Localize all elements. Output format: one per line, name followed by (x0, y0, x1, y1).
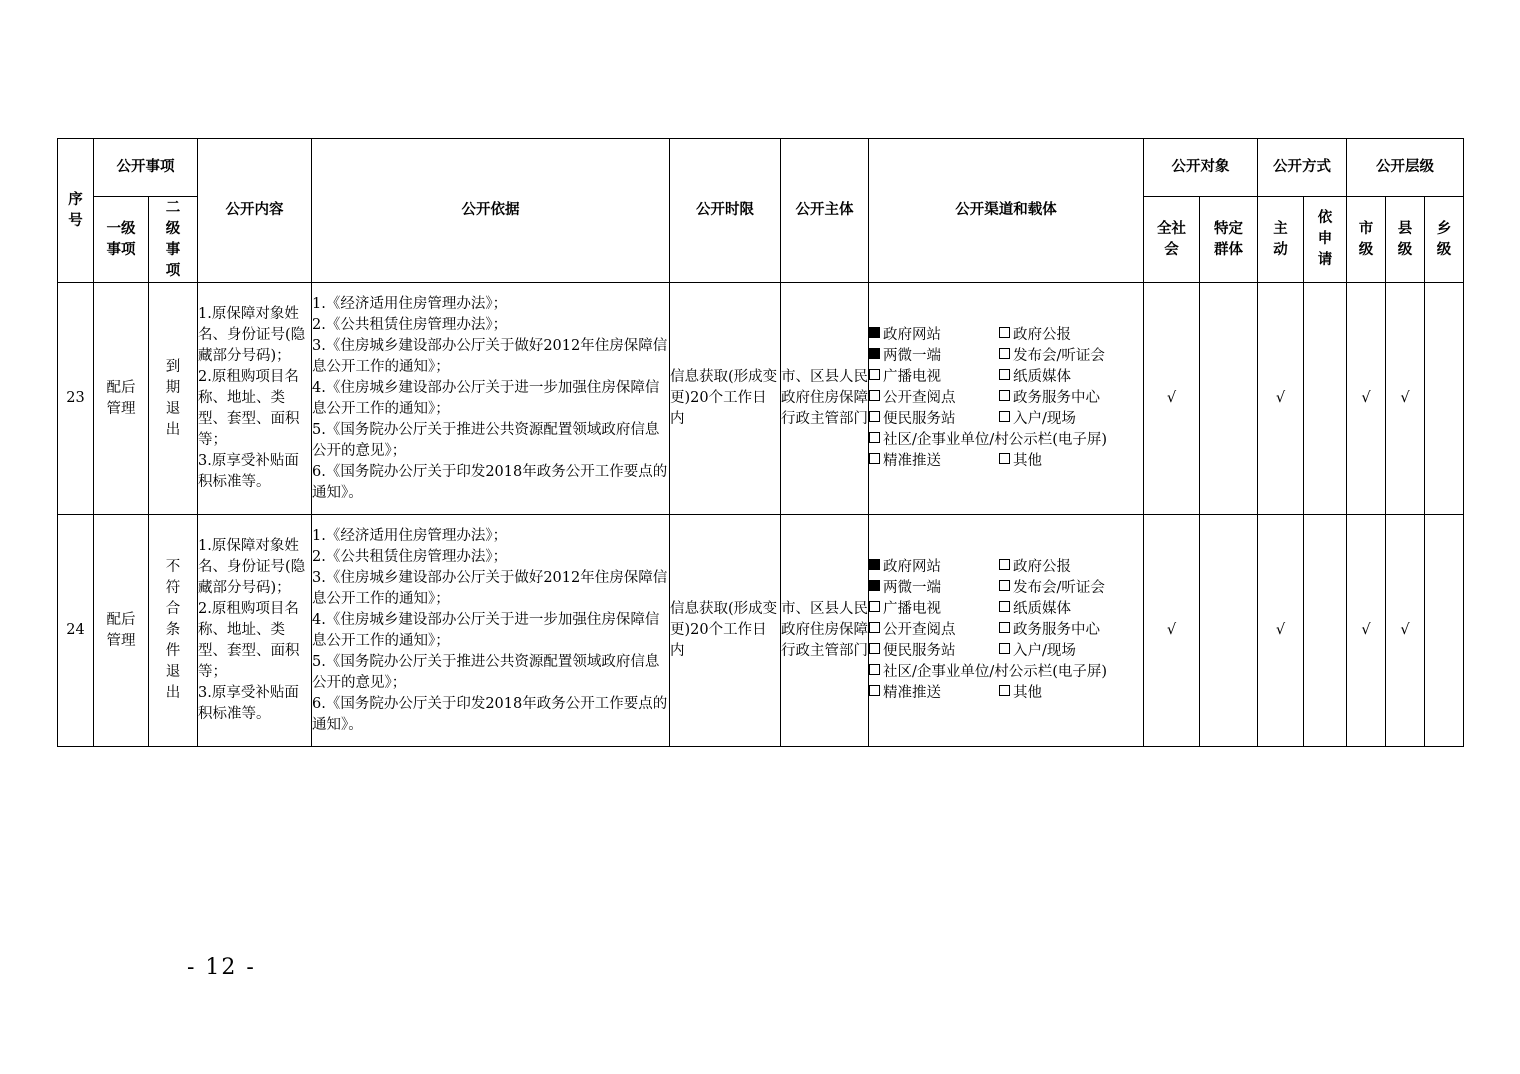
header-basis: 公开依据 (312, 139, 670, 283)
row-target-specific (1200, 515, 1258, 747)
checkbox-empty-icon (999, 369, 1010, 380)
row-target-all: √ (1144, 283, 1200, 515)
header-level2: 二级事项 (149, 197, 198, 283)
row-level1: 配后管理 (94, 515, 149, 747)
channel-precise: 精准推送 (869, 683, 999, 704)
header-method-apply: 依申请 (1304, 197, 1347, 283)
header-target-specific: 特定群体 (1200, 197, 1258, 283)
header-row-1 (58, 139, 1464, 197)
checkbox-empty-icon (869, 411, 880, 422)
checkbox-empty-icon (869, 432, 880, 443)
checkbox-empty-icon (999, 685, 1010, 696)
row-content: 1.原保障对象姓名、身份证号(隐藏部分号码)； 2.原租购项目名称、地址、类型、套型、面积等； 3.原享受补贴面积标准等。 (198, 283, 312, 515)
header-level1: 一级事项 (94, 197, 149, 283)
checkbox-empty-icon (999, 348, 1010, 359)
channel-two-micro: 两微一端 (869, 346, 999, 367)
row-level-town (1425, 283, 1464, 515)
checkbox-empty-icon (999, 643, 1010, 654)
checkbox-empty-icon (869, 622, 880, 633)
row-method-active: √ (1258, 515, 1304, 747)
header-method-active: 主动 (1258, 197, 1304, 283)
checkbox-empty-icon (869, 601, 880, 612)
row-time-limit: 信息获取(形成变更)20个工作日内 (670, 515, 781, 747)
checkbox-empty-icon (869, 369, 880, 380)
row-method-active: √ (1258, 283, 1304, 515)
row-level2: 到期退出 (149, 283, 198, 515)
checkbox-checked-icon (869, 559, 880, 570)
row-target-specific (1200, 283, 1258, 515)
channel-other: 其他 (999, 451, 1129, 472)
channel-gov-site: 政府网站 (869, 557, 999, 578)
header-target-all: 全社会 (1144, 197, 1200, 283)
row-method-apply (1304, 283, 1347, 515)
header-level-county: 县级 (1386, 197, 1425, 283)
channel-gov-gazette: 政府公报 (999, 325, 1129, 346)
row-subject: 市、区县人民政府住房保障行政主管部门 (781, 283, 869, 515)
row-level1: 配后管理 (94, 283, 149, 515)
row-time-limit: 信息获取(形成变更)20个工作日内 (670, 283, 781, 515)
channel-press: 发布会/听证会 (999, 346, 1129, 367)
header-target: 公开对象 (1144, 139, 1258, 197)
disclosure-table (57, 138, 1464, 747)
checkbox-empty-icon (869, 643, 880, 654)
channel-two-micro: 两微一端 (869, 578, 999, 599)
channel-paper: 纸质媒体 (999, 367, 1129, 388)
row-level-town (1425, 515, 1464, 747)
checkbox-empty-icon (869, 453, 880, 464)
table-row (58, 515, 1464, 747)
header-seq: 序号 (58, 139, 94, 283)
checkbox-checked-icon (869, 580, 880, 591)
channel-door: 入户/现场 (999, 641, 1129, 662)
row-content: 1.原保障对象姓名、身份证号(隐藏部分号码)； 2.原租购项目名称、地址、类型、套型、面积等； 3.原享受补贴面积标准等。 (198, 515, 312, 747)
row-channels (869, 515, 1144, 747)
channel-paper: 纸质媒体 (999, 599, 1129, 620)
channel-other: 其他 (999, 683, 1129, 704)
header-level-town: 乡级 (1425, 197, 1464, 283)
table-row (58, 283, 1464, 515)
row-subject: 市、区县人民政府住房保障行政主管部门 (781, 515, 869, 747)
channel-community: 社区/企事业单位/村公示栏(电子屏) (869, 662, 1129, 683)
header-content: 公开内容 (198, 139, 312, 283)
row-level-city: √ (1347, 283, 1386, 515)
header-matter: 公开事项 (94, 139, 198, 197)
row-basis: 1.《经济适用住房管理办法》； 2.《公共租赁住房管理办法》； 3.《住房城乡建设部办公厅关于做好2012年住房保障信息公开工作的通知》； 4.《住房城乡建设部办公厅关于进一步加强住房保障信息公开工作的通知》； 5.《国务院办公厅关于推进公共资源配置领域政府信息公开的意见》； 6.《国务院办公厅关于印发2018年政务公开工作要点的通知》。 (312, 515, 670, 747)
channel-community: 社区/企事业单位/村公示栏(电子屏) (869, 430, 1129, 451)
row-level2: 不符合条件退出 (149, 515, 198, 747)
header-time-limit: 公开时限 (670, 139, 781, 283)
channel-press: 发布会/听证会 (999, 578, 1129, 599)
checkbox-empty-icon (999, 327, 1010, 338)
channel-reading-point: 公开查阅点 (869, 388, 999, 409)
channel-precise: 精准推送 (869, 451, 999, 472)
checkbox-empty-icon (999, 601, 1010, 612)
header-channels: 公开渠道和载体 (869, 139, 1144, 283)
channel-door: 入户/现场 (999, 409, 1129, 430)
row-level-county: √ (1386, 283, 1425, 515)
checkbox-checked-icon (869, 327, 880, 338)
channel-broadcast: 广播电视 (869, 367, 999, 388)
channel-service-center: 政务服务中心 (999, 620, 1129, 641)
checkbox-empty-icon (999, 411, 1010, 422)
checkbox-empty-icon (999, 622, 1010, 633)
row-channels (869, 283, 1144, 515)
header-level-city: 市级 (1347, 197, 1386, 283)
channel-service-center: 政务服务中心 (999, 388, 1129, 409)
row-method-apply (1304, 515, 1347, 747)
checkbox-empty-icon (869, 664, 880, 675)
checkbox-empty-icon (999, 580, 1010, 591)
channel-gov-gazette: 政府公报 (999, 557, 1129, 578)
checkbox-checked-icon (869, 348, 880, 359)
channel-service-station: 便民服务站 (869, 641, 999, 662)
checkbox-empty-icon (999, 559, 1010, 570)
checkbox-empty-icon (869, 685, 880, 696)
checkbox-empty-icon (999, 390, 1010, 401)
channel-broadcast: 广播电视 (869, 599, 999, 620)
header-method: 公开方式 (1258, 139, 1347, 197)
row-seq: 23 (58, 283, 94, 515)
row-target-all: √ (1144, 515, 1200, 747)
page-number: - 12 - (187, 955, 256, 980)
channel-gov-site: 政府网站 (869, 325, 999, 346)
checkbox-empty-icon (869, 390, 880, 401)
header-subject: 公开主体 (781, 139, 869, 283)
header-level: 公开层级 (1347, 139, 1464, 197)
row-level-city: √ (1347, 515, 1386, 747)
channel-reading-point: 公开查阅点 (869, 620, 999, 641)
checkbox-empty-icon (999, 453, 1010, 464)
channel-service-station: 便民服务站 (869, 409, 999, 430)
row-level-county: √ (1386, 515, 1425, 747)
row-basis: 1.《经济适用住房管理办法》； 2.《公共租赁住房管理办法》； 3.《住房城乡建设部办公厅关于做好2012年住房保障信息公开工作的通知》； 4.《住房城乡建设部办公厅关于进一步加强住房保障信息公开工作的通知》； 5.《国务院办公厅关于推进公共资源配置领域政府信息公开的意见》； 6.《国务院办公厅关于印发2018年政务公开工作要点的通知》。 (312, 283, 670, 515)
row-seq: 24 (58, 515, 94, 747)
